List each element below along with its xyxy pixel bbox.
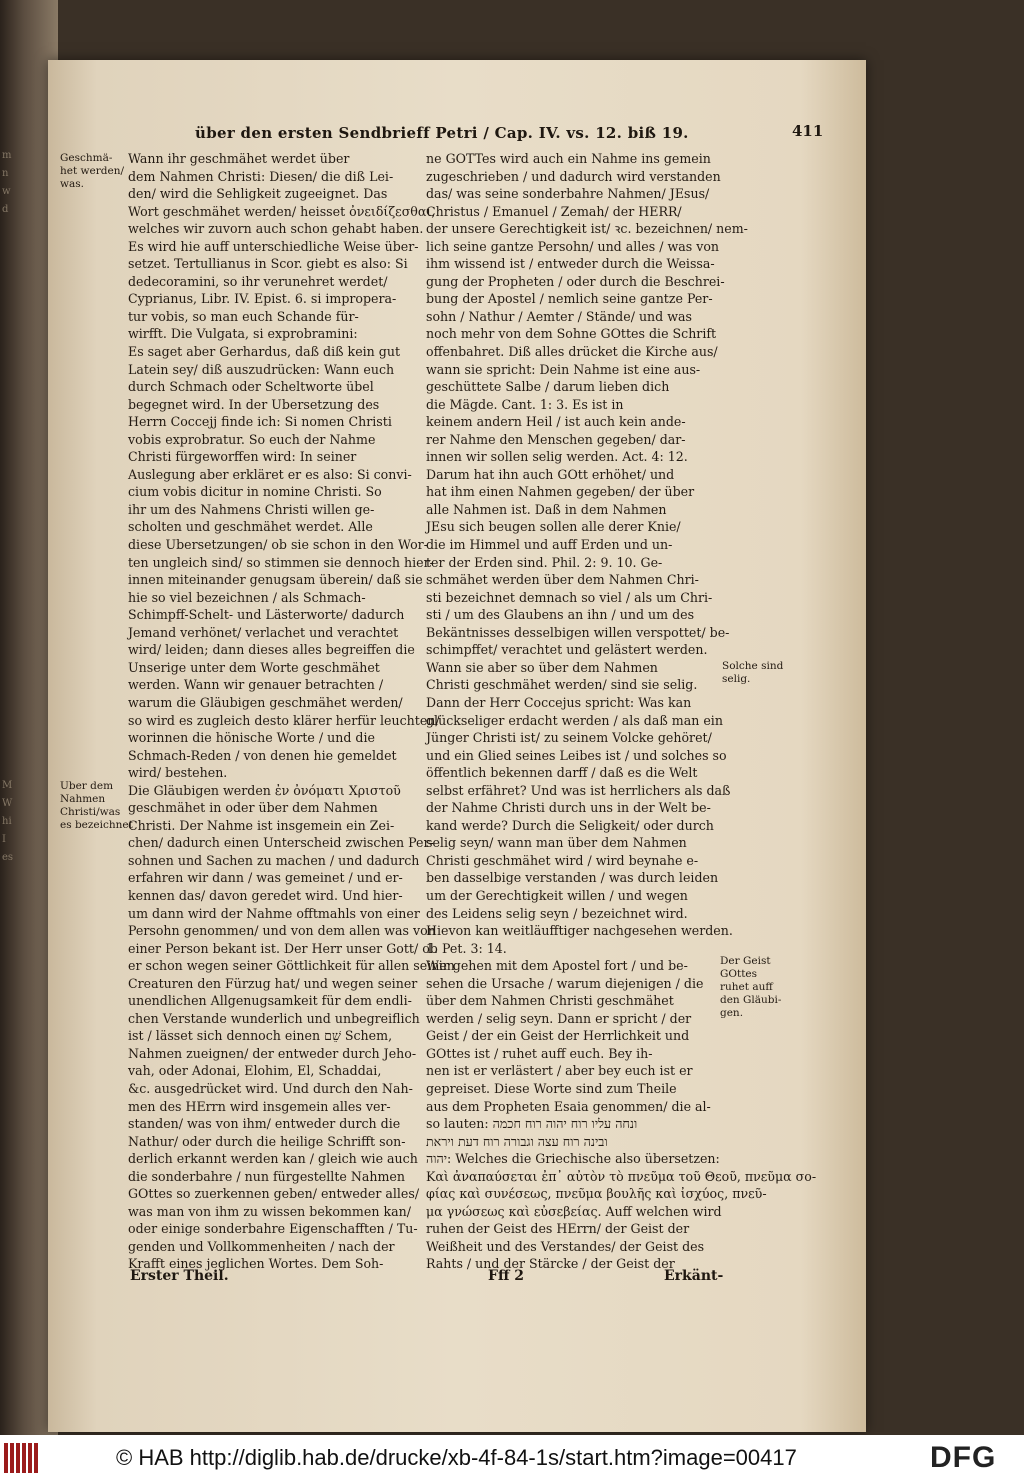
text-line: innen miteinander genugsam überein/ daß sie <box>128 572 423 588</box>
text-line: φίας καὶ συνέσεως, πνεῦμα βουλῆς καὶ ἰσχύος, πνεῦ- <box>426 1186 767 1202</box>
text-line: Jünger Christi ist/ zu seinem Volcke gehöret/ <box>426 730 712 746</box>
text-line: gepreiset. Diese Worte sind zum Theile <box>426 1080 677 1096</box>
copyright-link[interactable]: © HAB http://diglib.hab.de/drucke/xb-4f-84-1s/start.htm?image=00417 <box>116 1445 797 1470</box>
margin-note-nahmen <box>60 780 133 832</box>
left-text-column <box>128 150 455 1273</box>
margin-line: Der Geist <box>720 955 771 967</box>
text-line: Darum hat ihn auch GOtt erhöhet/ und <box>426 466 675 482</box>
ghost-fragment: hi <box>2 816 12 827</box>
text-line: glückseliger erdacht werden / als daß man ein <box>426 712 723 728</box>
text-line: einer Person bekant ist. Der Herr unser Gott/ ob <box>128 940 438 956</box>
text-line: Christi geschmähet werden/ sind sie selig. <box>426 677 698 693</box>
margin-line: selig. <box>722 673 751 685</box>
text-line: standen/ was von ihm/ entweder durch die <box>128 1116 401 1132</box>
text-line: vah, oder Adonai, Elohim, El, Schaddai, <box>128 1063 382 1079</box>
text-line: die im Himmel und auff Erden und un- <box>426 537 673 553</box>
text-line: alle Nahmen ist. Daß in dem Nahmen <box>426 501 667 517</box>
text-line: ben dasselbige verstanden / was durch leiden <box>426 870 719 886</box>
text-line: wann sie spricht: Dein Nahme ist eine aus- <box>426 361 701 377</box>
text-line: ruhen der Geist des HErrn/ der Geist der <box>426 1221 690 1237</box>
text-line: selig seyn/ wann man über dem Nahmen <box>426 835 687 851</box>
text-line: Jemand verhönet/ verlachet und verachtet <box>128 624 399 640</box>
text-line: er schon wegen seiner Göttlichkeit für allen seinen <box>128 958 455 974</box>
text-line: das/ was seine sonderbahre Nahmen/ JEsus/ <box>426 186 710 202</box>
text-line: Es wird hie auff unterschiedliche Weise über- <box>128 238 419 254</box>
text-line: worinnen die hönische Worte / und die <box>128 730 375 746</box>
text-line: oder einige sonderbahre Eigenschafften / Tu- <box>128 1221 418 1237</box>
text-line: Herrn Coccejj finde ich: Si nomen Christi <box>128 414 392 430</box>
text-line: die Mägde. Cant. 1: 3. Es ist in <box>426 396 624 412</box>
viewer-footer <box>0 1435 1024 1481</box>
text-line: tur vobis, so man euch Schande für- <box>128 308 359 324</box>
text-line: vobis exprobratur. So euch der Nahme <box>128 431 376 447</box>
text-line: des Leidens selig seyn / bezeichnet wird. <box>426 905 688 921</box>
text-line: Bekäntnisses desselbigen willen verspottet/ be- <box>426 624 730 640</box>
margin-line: was. <box>60 178 84 190</box>
text-line: Die Gläubigen werden ἐν ὀνόματι Χριστοῦ <box>128 782 401 798</box>
text-line: durch Schmach oder Scheltworte übel <box>128 379 374 395</box>
text-line: יהוה: Welches die Griechische also übersetzen: <box>426 1151 720 1167</box>
text-line: sti / um des Glaubens an ihn / und um des <box>426 607 695 623</box>
text-line: welches wir zuvorn auch schon gehabt haben. <box>128 221 424 237</box>
ghost-fragment: M <box>2 780 13 791</box>
text-line: chen/ dadurch einen Unterscheid zwischen Per- <box>128 835 434 851</box>
margin-note-selig <box>722 660 783 686</box>
ghost-fragment: W <box>2 798 13 809</box>
margin-line: Geschmä- <box>60 152 113 164</box>
margin-line: Solche sind <box>722 660 784 672</box>
text-line: sohnen und Sachen zu machen / und dadurch <box>128 852 420 868</box>
text-line: Wann ihr geschmähet werdet über <box>128 151 350 166</box>
text-line: und ein Glied seines Leibes ist / und solches so <box>426 747 727 763</box>
text-line: noch mehr von dem Sohne GOttes die Schrift <box>426 326 717 342</box>
text-line: werden / selig seyn. Dann er spricht / der <box>426 1010 692 1026</box>
text-line: men des HErrn wird insgemein alles ver- <box>128 1098 391 1114</box>
text-line: Καὶ ἀναπαύσεται ἐπ᾽ αὐτὸν τὸ πνεῦμα τοῦ Θεοῦ, πνεῦμα σο- <box>426 1168 817 1184</box>
text-line: μα γνώσεως καὶ εὐσεβείας. Auff welchen wird <box>426 1203 722 1219</box>
text-line: hat ihm einen Nahmen gegeben/ der über <box>426 484 695 500</box>
text-line: öffentlich bekennen darff / daß es die Welt <box>426 765 698 781</box>
ghost-fragment: d <box>2 204 9 215</box>
text-line: sehen die Ursache / warum diejenigen / die <box>426 975 704 991</box>
text-line: ובינה רוח עצה וגבורה רוח דעת ויראת <box>426 1133 608 1149</box>
text-line: dem Nahmen Christi: Diesen/ die diß Lei- <box>128 168 394 184</box>
text-line: Latein sey/ diß auszudrücken: Wann euch <box>128 361 395 377</box>
text-line: Krafft eines jeglichen Wortes. Dem Soh- <box>128 1256 384 1272</box>
text-line: die sonderbahre / nun fürgestellte Nahmen <box>128 1168 405 1184</box>
text-line: warum die Gläubigen geschmähet werden/ <box>128 694 403 710</box>
text-line: nen ist er verlästert / aber bey euch ist er <box>426 1063 693 1079</box>
margin-line: den Gläubi- <box>720 994 782 1006</box>
text-line: Nahmen zueignen/ der entweder durch Jeho- <box>128 1045 417 1061</box>
text-line: gung der Propheten / oder durch die Beschrei- <box>426 273 725 289</box>
text-line: Creaturen den Fürzug hat/ und wegen seiner <box>128 975 418 991</box>
text-line: JEsu sich beugen sollen alle derer Knie/ <box>426 519 681 535</box>
text-line: unendlichen Allgenugsamkeit für dem endli- <box>128 993 412 1009</box>
text-line: scholten und geschmähet werdet. Alle <box>128 519 373 535</box>
text-line: Christus / Emanuel / Zemah/ der HERR/ <box>426 203 682 219</box>
text-line: ihr um des Nahmens Christi willen ge- <box>128 501 375 517</box>
text-line: Unserige unter dem Worte geschmähet <box>128 659 380 675</box>
text-line: geschmähet in oder über dem Nahmen <box>128 800 378 816</box>
text-line: schimpffet/ verachtet und gelästert werden. <box>426 642 708 658</box>
text-line: Nathur/ oder durch die heilige Schrifft son- <box>128 1133 406 1149</box>
text-line: Christi. Der Nahme ist insgemein ein Zei- <box>128 817 395 833</box>
text-line: wird/ leiden; dann dieses alles begreiffen die <box>128 642 415 658</box>
text-line: Rahts / und der Stärcke / der Geist der <box>426 1256 675 1272</box>
text-line: was man von ihm zu wissen bekommen kan/ <box>128 1203 411 1219</box>
text-line: innen wir sollen selig werden. Act. 4: 12. <box>426 449 688 465</box>
text-line: Christi geschmähet wird / wird beynahe e- <box>426 852 699 868</box>
text-line: der unsere Gerechtigkeit ist/ ꝛc. bezeichnen/ nem- <box>426 221 748 237</box>
text-line: so lauten: ונחה עליו רוח יהוה רוח חכמה <box>426 1116 638 1132</box>
text-line: um dann wird der Nahme offtmahls von einer <box>128 905 420 921</box>
text-line: um der Gerechtigkeit willen / und wegen <box>426 887 688 903</box>
text-line: Hievon kan weitläufftiger nachgesehen werden. <box>426 923 733 939</box>
text-line: ihm wissend ist / entweder durch die Weissa- <box>426 256 715 272</box>
ghost-fragment: m <box>2 150 12 161</box>
text-line: ist / lässet sich dennoch einen שֵׁם Schem, <box>128 1028 393 1044</box>
text-line: hie so viel bezeichnen / als Schmach- <box>128 589 366 605</box>
text-line: keinem andern Heil / ist auch kein ande- <box>426 414 686 430</box>
text-line: Wir gehen mit dem Apostel fort / und be- <box>426 958 688 974</box>
page-number: 411 <box>792 122 824 140</box>
text-line: so wird es zugleich desto klärer herfür leuchten/ <box>128 712 440 728</box>
text-line: Wort geschmähet werden/ heisset ὀνειδίζεσθαι, <box>128 203 436 219</box>
text-line: schmähet werden über dem Nahmen Chri- <box>426 572 699 588</box>
text-line: Weißheit und des Verstandes/ der Geist des <box>426 1238 705 1254</box>
text-line: GOttes ist / ruhet auff euch. Bey ih- <box>426 1045 653 1061</box>
text-line: diese Ubersetzungen/ ob sie schon in den Wor- <box>128 537 428 553</box>
catchword-right: Erkänt- <box>664 1268 724 1284</box>
text-line: offenbahret. Diß alles drücket die Kirche aus/ <box>426 344 718 360</box>
text-line: wirfft. Die Vulgata, si exprobramini: <box>128 326 358 342</box>
text-line: GOttes so zuerkennen geben/ entweder alles/ <box>128 1186 420 1202</box>
text-line: Persohn genommen/ und von dem allen was von <box>128 923 436 939</box>
text-line: Auslegung aber erkläret er es also: Si convi- <box>128 466 412 482</box>
margin-line: gen. <box>720 1007 744 1019</box>
ghost-fragment: w <box>2 186 11 197</box>
ghost-fragment: n <box>2 168 9 179</box>
text-line: Es saget aber Gerhardus, daß diß kein gut <box>128 344 401 360</box>
text-line: Geist / der ein Geist der Herrlichkeit und <box>426 1028 690 1044</box>
text-line: über dem Nahmen Christi geschmähet <box>426 993 674 1009</box>
text-line: cium vobis dicitur in nomine Christi. So <box>128 484 382 500</box>
text-line: sohn / Nathur / Aemter / Stände/ und was <box>426 308 692 324</box>
margin-note-geist <box>720 955 781 1020</box>
text-line: genden und Vollkommenheiten / nach der <box>128 1238 395 1254</box>
text-line: Christi fürgeworffen wird: In seiner <box>128 449 357 465</box>
margin-line: Christi/was <box>60 806 121 818</box>
margin-line: ruhet auff <box>720 981 773 993</box>
text-line: Schmach-Reden / von denen hie gemeldet <box>128 747 397 763</box>
text-line: werden. Wann wir genauer betrachten / <box>128 677 384 693</box>
text-line: selbst erfähret? Und was ist herrlichers als daß <box>426 782 731 798</box>
text-line: setzet. Tertullianus in Scor. giebt es also: Si <box>128 256 408 272</box>
text-line: chen Verstande wunderlich und unbegreiflich <box>128 1010 420 1026</box>
text-line: ter der Erden sind. Phil. 2: 9. 10. Ge- <box>426 554 663 570</box>
text-line: bung der Apostel / nemlich seine gantze Per- <box>426 291 713 307</box>
margin-line: het werden/ <box>60 165 124 177</box>
text-line: Schimpff-Schelt- und Lästerworte/ dadurch <box>128 607 405 623</box>
text-line: ten ungleich sind/ so stimmen sie dennoch hier- <box>128 554 434 570</box>
margin-line: Nahmen <box>60 793 106 805</box>
text-line: Dann der Herr Coccejus spricht: Was kan <box>426 694 692 710</box>
margin-line: Uber dem <box>60 780 114 792</box>
margin-note-geschmaehet <box>60 152 124 191</box>
text-line: geschüttete Salbe / darum lieben dich <box>426 379 670 395</box>
text-line: &c. ausgedrücket wird. Und durch den Nah- <box>128 1080 413 1096</box>
text-line: rer Nahme den Menschen gegeben/ dar- <box>426 431 686 447</box>
text-line: lich seine gantze Persohn/ und alles / was von <box>426 238 720 254</box>
text-line: wird/ bestehen. <box>128 765 228 781</box>
text-line: begegnet wird. In der Ubersetzung des <box>128 396 380 412</box>
text-line: aus dem Propheten Esaia genommen/ die al- <box>426 1098 711 1114</box>
text-line: zugeschrieben / und dadurch wird verstanden <box>426 168 721 184</box>
text-line: der Nahme Christi durch uns in der Welt be- <box>426 800 711 816</box>
text-line: erfahren wir dann / was gemeinet / und er- <box>128 870 403 886</box>
text-line: Cyprianus, Libr. IV. Epist. 6. si impropera- <box>128 291 397 307</box>
margin-line: es bezeichnet <box>60 819 133 831</box>
text-line: kand werde? Durch die Seligkeit/ oder durch <box>426 817 714 833</box>
running-title: über den ersten Sendbrieff Petri / Cap. IV. vs. 12. biß 19. <box>195 124 689 142</box>
hab-logo-icon <box>4 1443 38 1473</box>
text-line: dedecoramini, so ihr verunehret werdet/ <box>128 273 388 289</box>
ghost-fragment: I <box>2 834 6 845</box>
margin-line: GOttes <box>720 968 758 980</box>
text-line: Wann sie aber so über dem Nahmen <box>426 659 658 675</box>
catchword-left: Erster Theil. <box>130 1268 229 1284</box>
text-line: kennen das/ davon geredet wird. Und hier- <box>128 887 403 903</box>
signature-mark: Fff 2 <box>488 1268 525 1284</box>
text-line: derlich erkannt werden kan / gleich wie auch <box>128 1151 418 1167</box>
ghost-fragment: es <box>2 852 14 863</box>
text-line: den/ wird die Sehligkeit zugeeignet. Das <box>128 186 388 202</box>
text-line: 1. Pet. 3: 14. <box>426 940 507 956</box>
dfg-logo: DFG <box>930 1441 997 1474</box>
text-line: sti bezeichnet demnach so viel / als um Chri- <box>426 589 713 605</box>
text-line: ne GOTTes wird auch ein Nahme ins gemein <box>426 151 711 166</box>
